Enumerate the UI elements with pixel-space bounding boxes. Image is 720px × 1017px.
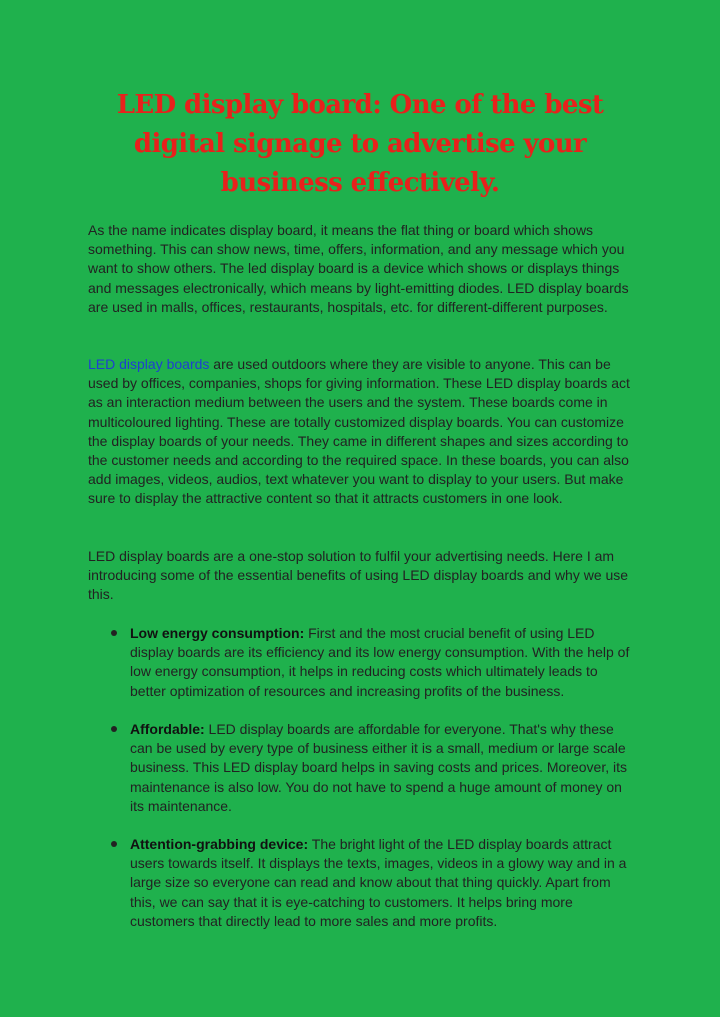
benefit-text <box>130 624 636 701</box>
benefit-description: First and the most crucial benefit of using LED display boards are its efficiency and its low energy consumption. With the help of low energy consumption, it helps in reducing costs which ultimately leads to better optimization of resources and increasing profits of the business. <box>130 625 630 699</box>
benefit-heading: Attention-grabbing device: <box>130 836 309 852</box>
led-display-boards-link[interactable]: LED display boards <box>88 356 210 372</box>
bullet-icon <box>111 841 117 847</box>
outdoor-usage-paragraph <box>88 355 636 509</box>
document-title: LED display board: One of the best digital signage to advertise your business effectively. <box>116 90 604 198</box>
benefit-text <box>130 720 636 816</box>
benefit-description: The bright light of the LED display boards attract users towards itself. It displays the texts, images, videos in a glowy way and in a large size so everyone can read and know about that thing quickly. Apart from this, we can say that it is eye-catching to customers. It helps bring more customers that directly lead to more sales and more profits. <box>130 836 627 929</box>
benefits-intro-paragraph: LED display boards are a one-stop solution to fulfil your advertising needs. Here I am introducing some of the essential benefits of using LED display boards and why we use this. <box>88 548 629 603</box>
benefit-text <box>130 835 636 931</box>
intro-paragraph: As the name indicates display board, it means the flat thing or board which shows something. This can show news, time, offers, information, and any message which you want to show others. The led display board is a device which shows or displays things and messages electronically, which means by light-emitting diodes. LED display boards are used in malls, offices, restaurants, hospitals, etc. for different-different purposes. <box>88 222 629 315</box>
benefit-heading: Affordable: <box>130 721 205 737</box>
benefit-description: LED display boards are affordable for everyone. That's why these can be used by every type of business either it is a small, medium or large scale business. This LED display board helps in saving costs and prices. Moreover, its maintenance is also low. You do not have to spend a huge amount of money on its maintenance. <box>130 721 627 814</box>
bullet-icon <box>111 726 117 732</box>
benefit-heading: Low energy consumption: <box>130 625 305 641</box>
bullet-icon <box>111 630 117 636</box>
outdoor-usage-text: are used outdoors where they are visible to anyone. This can be used by offices, companies, shops for giving information. These LED display boards act as an interaction medium between the users and the system. These boards come in multicoloured lighting. These are totally customized display boards. You can customize the display boards of your needs. They came in different shapes and sizes according to the customer needs and according to the required space. In these boards, you can also add images, videos, audios, text whatever you want to display to your users. But make sure to display the attractive content so that it attracts customers in one look. <box>88 356 630 507</box>
